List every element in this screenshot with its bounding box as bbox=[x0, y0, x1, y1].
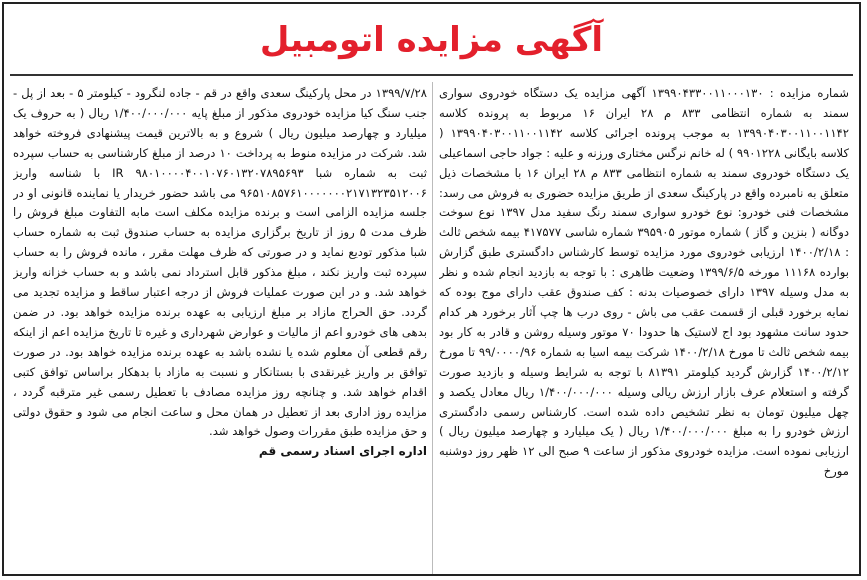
notice-body-left-column bbox=[13, 84, 427, 574]
left-column-text: ۱۳۹۹/۷/۲۸ در محل پارکینگ سعدی واقع در قم - جاده لنگرود - کیلومتر ۵ - بعد از پل - جنب سنگ کیا مزایده خودروی مذکور از مبلغ پایه ۱/۴۰۰/۰۰۰/۰۰۰ ریال ( به حروف یک میلیارد و چهارصد میلیون ریال ) شروع و به بالاترین قیمت پیشنهادی فروخته خواهد شد. شرکت در مزایده منوط به پرداخت ۱۰ درصد از مبلغ کارشناسی به حساب سپرده ثبت به شماره شبا IR ۹۸۰۱۰۰۰۰۴۰۰۱۰۷۶۰۱۳۲۰۷۸۹۵۶۹۳ با شناسه واریز ۹۶۵۱۰۸۵۷۶۱۰۰۰۰۰۰۰۲۱۷۱۳۲۳۵۱۲۰۰۶ می باشد حضور خریدار یا نماینده قانونی او در جلسه مزایده الزامی است و برنده مزایده مکلف است مابه التفاوت مبلغ فروش را ظرف مدت ۵ روز از تاریخ برگزاری مزایده به حساب صندوق ثبت به شماره حساب شبا مذکور تودیع نماید و در صورتی که ظرف مهلت مقرر ، مانده فروش را به حساب سپرده ثبت واریز نکند ، مبلغ مذکور قابل استرداد نمی باشد و به حساب خزانه واریز خواهد شد. و در این صورت عملیات فروش از درجه اعتبار ساقط و مزایده تجدید می گردد. حق الحراج مازاد بر مبلغ ارزیابی به عهده برنده مزایده خواهد بود. در ضمن بدهی های خودرو اعم از مالیات و عوارض شهرداری و غیره تا تاریخ مزایده اعم از اینکه رقم قطعی آن معلوم شده یا نشده باشد به عهده برنده مزایده خواهد بود. در صورت توافق بر واریز غیرنقدی با بستانکار و نسبت به مازاد با بدهکار براساس توافق کتبی اقدام خواهد شد. و چنانچه روز مزایده مصادف با تعطیل رسمی غیر مترقبه گردد ، مزایده روز اداری بعد از تعطیل در همان محل و ساعت انجام می شود و حقوق دولتی و حق مزایده طبق مقررات وصول خواهد شد. bbox=[13, 86, 427, 439]
notice-frame bbox=[2, 2, 861, 576]
notice-body-right-column bbox=[439, 84, 849, 574]
title-divider bbox=[10, 74, 853, 76]
issuer-signature: اداره اجرای اسناد رسمی قم bbox=[258, 444, 427, 459]
right-column-text: شماره مزایده : ۱۳۹۹۰۴۳۳۰۰۱۱۰۰۰۱۳۰ آگهی مزایده یک دستگاه خودروی سواری سمند به شماره انتظامی ۸۳۳ م ۲۸ ایران ۱۶ مربوط به پرونده کلاسه ۱۳۹۹۰۴۰۳۰۰۱۱۰۰۱۱۴۲ به موجب پرونده اجرائی کلاسه ۱۳۹۹۰۴۰۳۰۰۱۱۰۰۱۱۴۲ ( کلاسه بایگانی ۹۹۰۱۲۲۸ ) له خانم نرگس مختاری ورزنه و علیه : جواد حاجی اسماعیلی یک دستگاه خودروی سمند به شماره انتظامی ۸۳۳ م ۲۸ ایران ۱۶ با مشخصات ذیل متعلق به نامبرده واقع در پارکینگ سعدی از طریق مزایده حضوری به فروش می رسد: مشخصات فنی خودرو: نوع خودرو سواری سمند رنگ سفید مدل ۱۳۹۷ نوع سوخت دوگانه ( بنزین و گاز ) شماره موتور ۳۹۵۹۰۵ شماره شاسی ۴۱۷۵۷۷ بیمه شخص ثالث : ۱۴۰۰/۲/۱۸ ارزیابی خودروی مورد مزایده توسط کارشناس دادگستری طبق گزارش بوارده ۱۱۱۶۸ مورخه ۱۳۹۹/۶/۵ وضعیت ظاهری : با توجه به بازدید انجام شده و نظر به مدل وسیله ۱۳۹۷ دارای خصوصیات بدنه : کف صندوق عقب دارای موج بوده که نمایه برخورد قبلی از قسمت عقب می باش - روی درب ها چپ آثار برخورد هر کدام حدود سانت مشهود بود اج لاستیک ها حدودا ۷۰ موتور وسیله روشن و قادر به کار بود بیمه شخص ثالث تا مورخ ۱۴۰۰/۲/۱۸ شرکت بیمه اسیا به شماره ۹۹/۰۰۰۰/۹۶ تا مورخ ۱۴۰۰/۲/۱۲ گزارش گردید کیلومتر ۸۱۳۹۱ با توجه به شرایط وسیله و بازدید صورت گرفته و استعلام عرف بازار ارزش ریالی وسیله ۱/۴۰۰/۰۰۰/۰۰۰ ریال معادل یکصد و چهل میلیون تومان به نظر تشخیص داده شده است. کارشناس رسمی دادگستری ارزش خودرو را به مبلغ ۱/۴۰۰/۰۰۰/۰۰۰ ریال ( یک میلیارد و چهارصد میلیون ریال ) ارزیابی نموده است. مزایده خودروی مذکور از ساعت ۹ صبح الی ۱۲ ظهر روز دوشنبه مورخ bbox=[439, 86, 849, 479]
column-divider bbox=[432, 82, 433, 574]
notice-title: آگهی مزایده اتومبیل bbox=[259, 20, 604, 60]
